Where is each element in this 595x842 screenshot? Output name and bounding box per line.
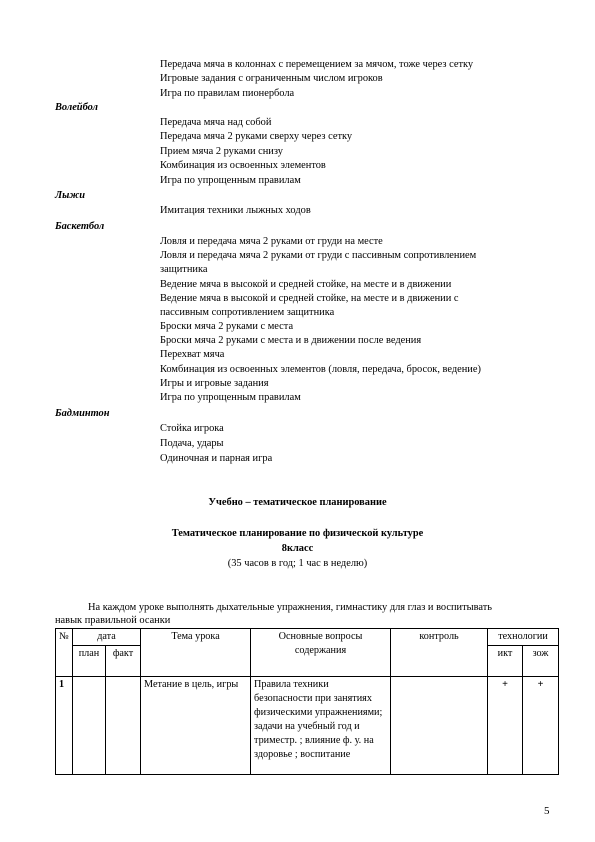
list-item: Ведение мяча в высокой и средней стойке, на месте и в движении с — [160, 293, 459, 304]
note-text: На каждом уроке выполнять дыхательные упражнения, гимнастику для глаз и воспитывать — [88, 602, 493, 613]
row-fact — [106, 677, 141, 775]
list-item: Игра по правилам пионербола — [160, 88, 295, 99]
page-subheading: Тематическое планирование по физической культуре — [171, 528, 424, 539]
list-item: Броски мяча 2 руками с места и в движении после ведения — [160, 335, 422, 346]
row-zozh: + — [523, 677, 559, 775]
header-questions: Основные вопросы содержания — [251, 629, 391, 677]
list-item: Игры и игровые задания — [160, 378, 269, 389]
list-item: Броски мяча 2 руками с места — [160, 321, 294, 332]
list-item: пассивным сопротивлением защитника — [160, 307, 335, 318]
list-item: Ловля и передача мяча 2 руками от груди с пассивным сопротивлением — [160, 250, 477, 261]
subheader-fact: факт — [106, 646, 141, 677]
plan-table — [55, 628, 559, 775]
list-item: Игра по упрощенным правилам — [160, 175, 301, 186]
subheader-ikt: икт — [488, 646, 523, 677]
row-num: 1 — [56, 677, 73, 775]
row-topic: Метание в цель, игры — [141, 677, 251, 775]
list-item: Ведение мяча в высокой и средней стойке, на месте и в движении — [160, 279, 452, 290]
section-title-volleyball: Волейбол — [55, 102, 98, 113]
row-plan — [73, 677, 106, 775]
list-item: Комбинация из освоенных элементов (ловля, передача, бросок, ведение) — [160, 364, 481, 375]
subheader-zozh: зож — [523, 646, 559, 677]
list-item: Игра по упрощенным правилам — [160, 392, 301, 403]
list-item: Прием мяча 2 руками снизу — [160, 146, 283, 157]
header-topic: Тема урока — [141, 629, 251, 677]
hours-label: (35 часов в год; 1 час в неделю) — [227, 558, 368, 569]
list-item: Передача мяча в колоннах с перемещением за мячом, тоже через сетку — [160, 59, 474, 70]
header-num: № — [56, 629, 73, 677]
row-control — [391, 677, 488, 775]
row-questions: Правила техники безопасности при занятиях физическими упражнениями; задачи на учебный год и триместр. ; влияние ф. у. на здоровье ; воспитание — [251, 677, 391, 775]
list-item: Игровые задания с ограниченным числом игроков — [160, 73, 383, 84]
row-ikt: + — [488, 677, 523, 775]
list-item: Перехват мяча — [160, 349, 225, 360]
section-title-skiing: Лыжи — [55, 190, 86, 201]
subheader-plan: план — [73, 646, 106, 677]
list-item: Одиночная и парная игра — [160, 453, 273, 464]
header-date: дата — [73, 629, 141, 646]
list-item: Комбинация из освоенных элементов — [160, 160, 326, 171]
page-heading: Учебно – тематическое планирование — [208, 497, 387, 508]
list-item: Передача мяча 2 руками сверху через сетку — [160, 131, 353, 142]
list-item: Имитация техники лыжных ходов — [160, 205, 311, 216]
list-item: Подача, удары — [160, 438, 224, 449]
list-item: Стойка игрока — [160, 423, 224, 434]
list-item: Ловля и передача мяча 2 руками от груди на месте — [160, 236, 383, 247]
header-control: контроль — [391, 629, 488, 677]
table-row — [56, 677, 559, 775]
section-title-basketball: Баскетбол — [55, 221, 105, 232]
table-header-row — [56, 629, 559, 646]
section-title-badminton: Бадминтон — [55, 408, 110, 419]
list-item: Передача мяча над собой — [160, 117, 272, 128]
note-text-continued: навык правильной осанки — [55, 615, 171, 626]
list-item: защитника — [160, 264, 208, 275]
grade-label: 8класс — [281, 543, 314, 554]
header-tech: технологии — [488, 629, 559, 646]
page-number: 5 — [544, 805, 550, 817]
